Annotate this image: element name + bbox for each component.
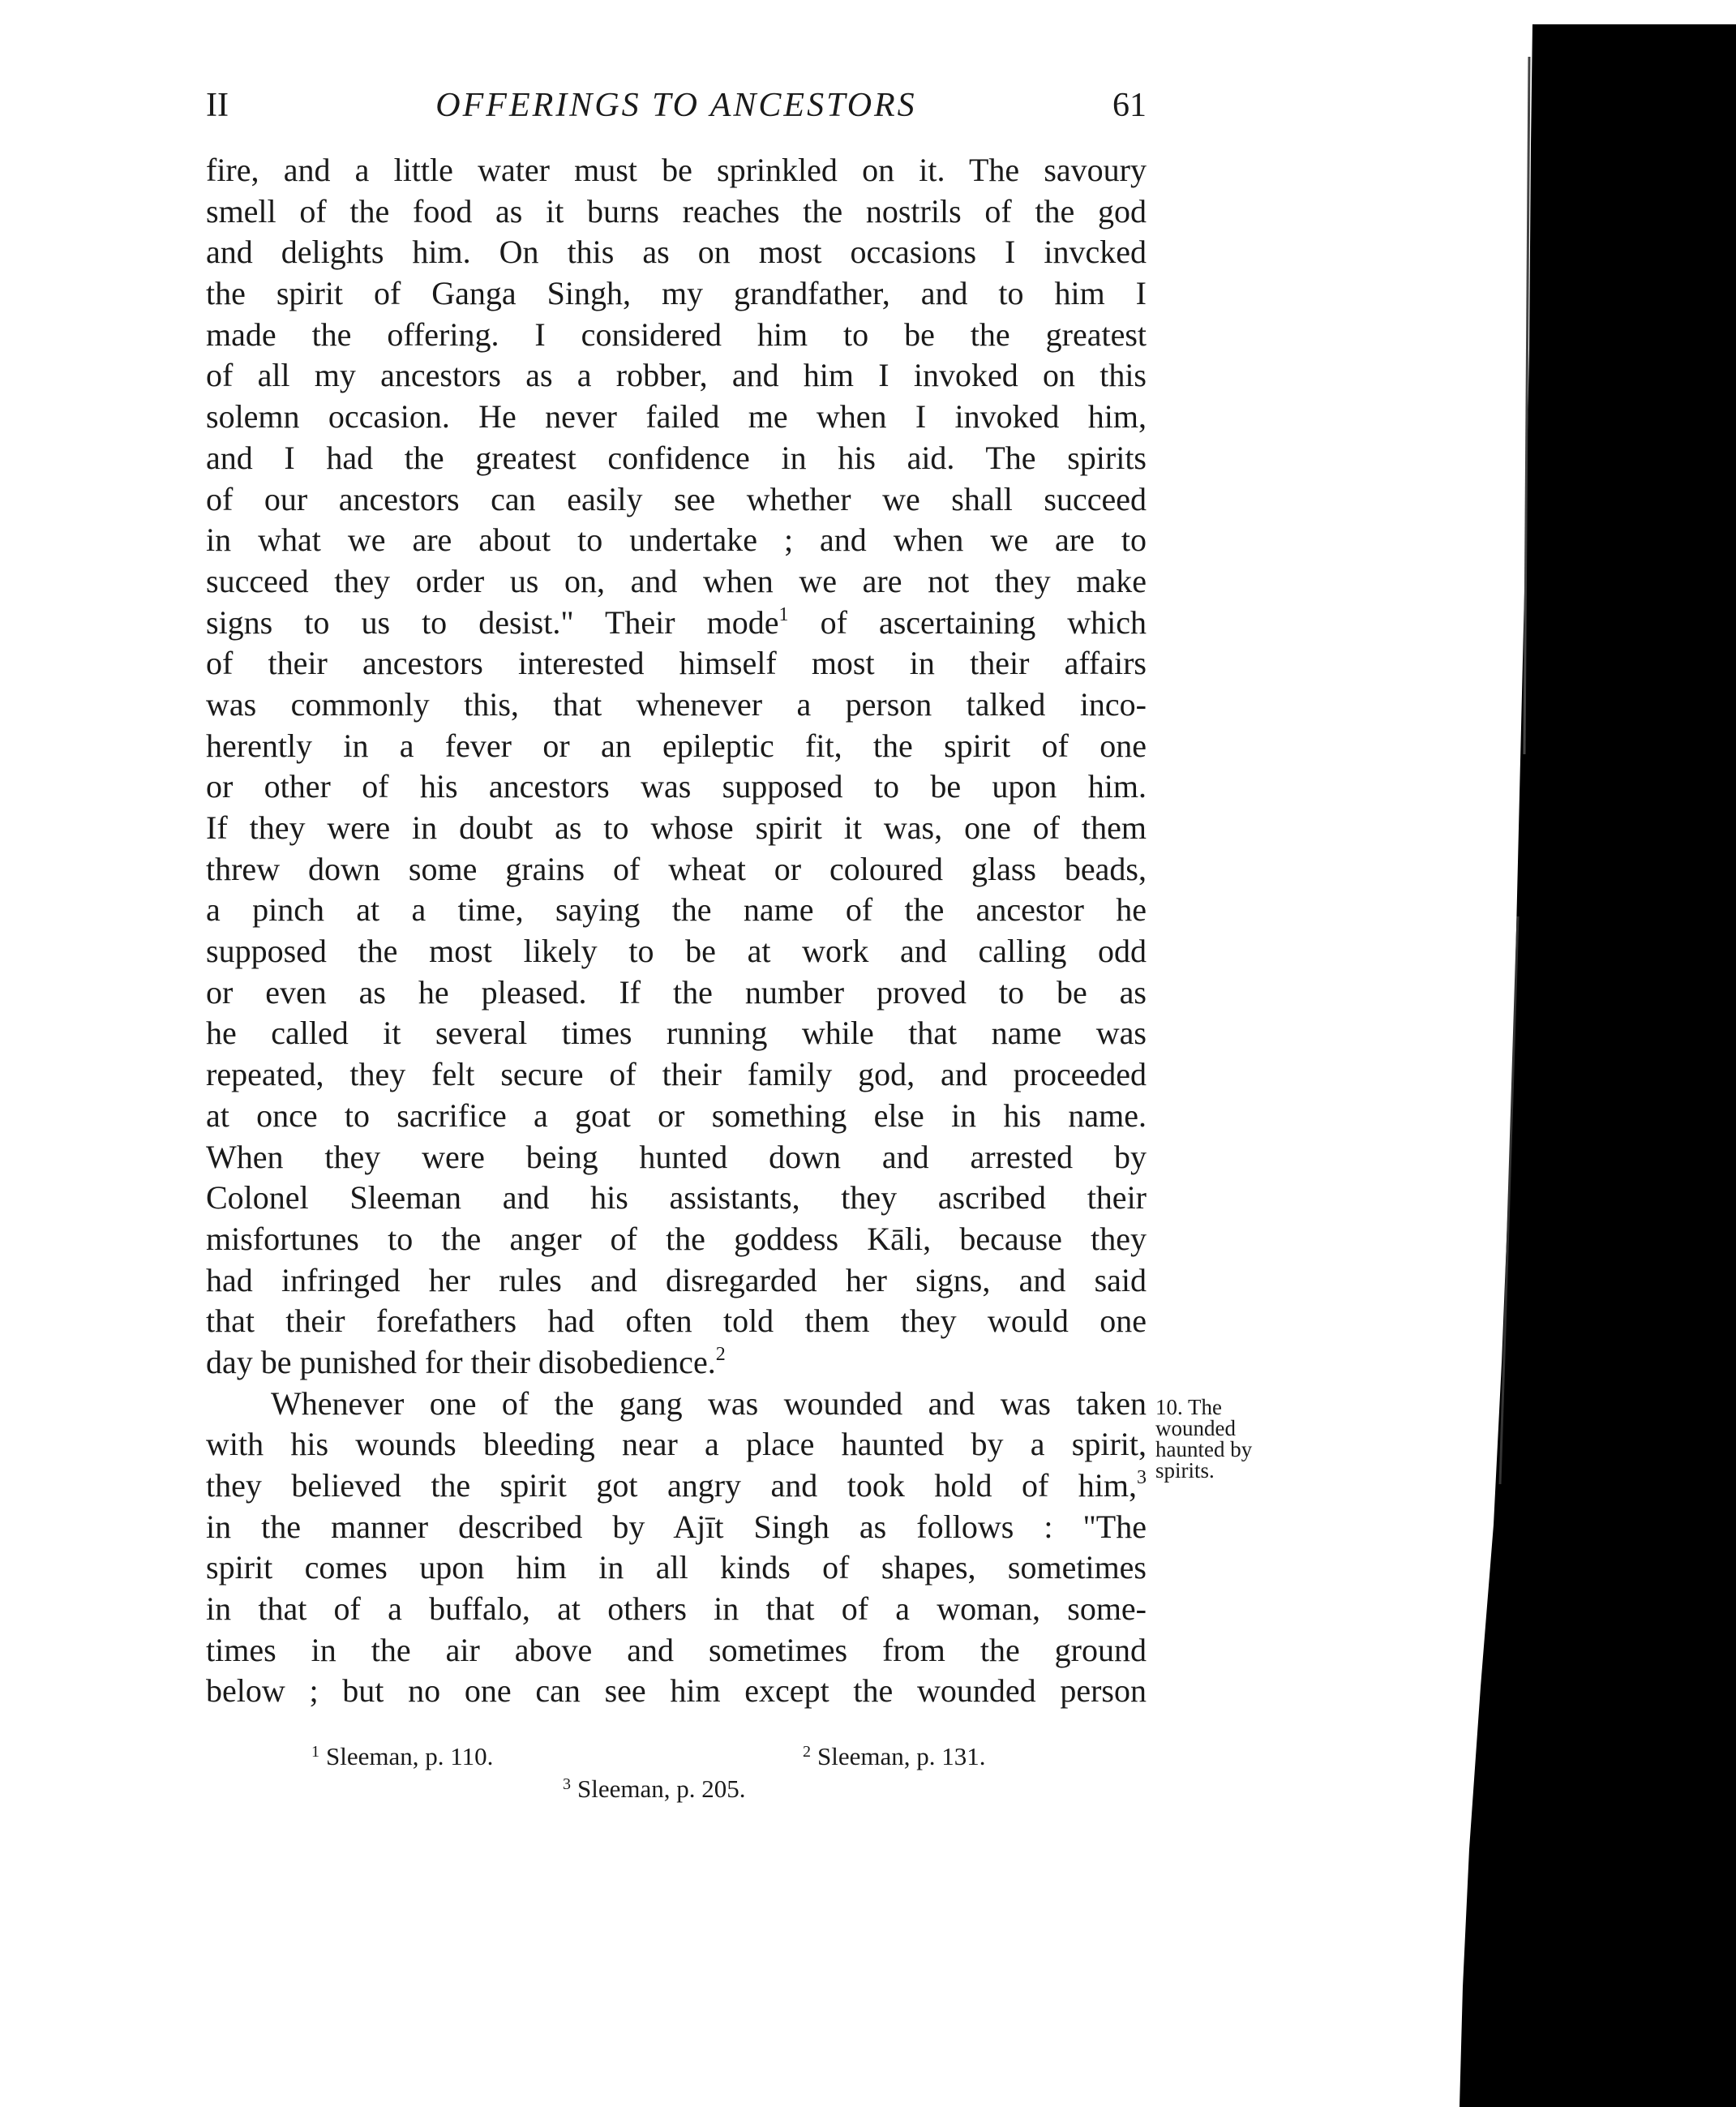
text-line: below ; but no one can see him except the wounded person — [206, 1672, 1147, 1710]
text-line: herently in a fever or an epileptic fit, the spirit of one — [206, 727, 1147, 764]
footnote-mark: 2 — [803, 1743, 811, 1761]
text-line: of their ancestors interested himself most in their affairs — [206, 645, 1147, 682]
margin-note-line: spirits. — [1155, 1458, 1215, 1483]
text-line: fire, and a little water must be sprinkled on it. The savoury — [206, 152, 1147, 188]
page-number: 61 — [1112, 87, 1147, 124]
text-line: a pinch at a time, saying the name of the ancestor he — [206, 891, 1147, 929]
text-line: the spirit of Ganga Singh, my grandfather, and to him I — [206, 275, 1147, 312]
text-line: solemn occasion. He never failed me when I invoked him, — [206, 398, 1147, 436]
paragraph-start-line: Whenever one of the gang was wounded and was taken — [271, 1384, 1147, 1422]
line-text: of ascertaining which — [820, 603, 1147, 641]
text-line: in the manner described by Ajīt Singh as follows : "The — [206, 1508, 1147, 1545]
text-line: or even as he pleased. If the number proved to be as — [206, 973, 1147, 1011]
text-line: spirit comes upon him in all kinds of shapes, sometimes — [206, 1549, 1147, 1586]
footnote-1 — [311, 1742, 493, 1771]
chapter-number: II — [206, 87, 229, 124]
text-line: of all my ancestors as a robber, and him I invoked on this — [206, 357, 1147, 394]
text-line: in that of a buffalo, at others in that of a woman, some- — [206, 1590, 1147, 1628]
text-line: When they were being hunted down and arrested by — [206, 1138, 1147, 1175]
text-line: If they were in doubt as to whose spirit it was, one of them — [206, 809, 1147, 846]
footnote-mark: 3 — [563, 1775, 571, 1793]
footnote-ref-2: 2 — [715, 1343, 726, 1365]
margin-note-line: haunted by — [1155, 1437, 1253, 1461]
margin-note-line: 10. The — [1155, 1395, 1222, 1419]
text-line: he called it several times running while that name was — [206, 1015, 1147, 1052]
text-line: made the offering. I considered him to be the greatest — [206, 315, 1147, 353]
text-line: at once to sacrifice a goat or something else in his name. — [206, 1096, 1147, 1134]
text-line: was commonly this, that whenever a person talked inco- — [206, 685, 1147, 723]
text-line: smell of the food as it burns reaches the nostrils of the god — [206, 192, 1147, 230]
margin-note-line: wounded — [1155, 1416, 1236, 1440]
text-line — [206, 1342, 1147, 1384]
text-line: succeed they order us on, and when we are not they make — [206, 562, 1147, 599]
footnote-2 — [803, 1742, 986, 1771]
footnote-mark: 1 — [311, 1743, 319, 1761]
text-line: misfortunes to the anger of the goddess Kāli, because they — [206, 1220, 1147, 1257]
footnote-text: Sleeman, p. 131. — [817, 1742, 986, 1770]
text-line — [206, 603, 1147, 644]
running-title: OFFERINGS TO ANCESTORS — [435, 87, 917, 124]
text-line — [206, 1465, 1147, 1507]
text-line: or other of his ancestors was supposed to be upon him. — [206, 768, 1147, 805]
margin-note — [1155, 1397, 1301, 1481]
footnote-3 — [563, 1774, 746, 1804]
line-text: day be punished for their disobedience. — [206, 1343, 716, 1380]
running-head — [206, 81, 1147, 130]
footnote-text: Sleeman, p. 205. — [577, 1774, 746, 1803]
line-text: signs to us to desist." Their mode — [206, 603, 779, 641]
text-line: had infringed her rules and disregarded her signs, and said — [206, 1261, 1147, 1298]
scan-dark-edge — [1451, 24, 1736, 2107]
text-line: and delights him. On this as on most occasions I invcked — [206, 234, 1147, 271]
footnote-ref-1: 1 — [778, 603, 789, 625]
text-line: repeated, they felt secure of their family god, and proceeded — [206, 1056, 1147, 1093]
footnote-text: Sleeman, p. 110. — [326, 1742, 494, 1770]
text-line: supposed the most likely to be at work and calling odd — [206, 933, 1147, 970]
footnotes — [206, 1742, 1147, 1807]
text-line: Colonel Sleeman and his assistants, they ascribed their — [206, 1179, 1147, 1217]
text-line: that their forefathers had often told them they would one — [206, 1302, 1147, 1340]
footnote-ref-3: 3 — [1137, 1467, 1147, 1488]
text-line: times in the air above and sometimes from the ground — [206, 1631, 1147, 1668]
body-text — [206, 150, 1147, 1712]
line-text: they believed the spirit got angry and took hold of him, — [206, 1467, 1137, 1504]
text-line: threw down some grains of wheat or coloured glass beads, — [206, 850, 1147, 887]
text-line: in what we are about to undertake ; and when we are to — [206, 521, 1147, 559]
text-line: with his wounds bleeding near a place haunted by a spirit, — [206, 1426, 1147, 1463]
text-line: of our ancestors can easily see whether we shall succeed — [206, 480, 1147, 517]
text-line: and I had the greatest confidence in his aid. The spirits — [206, 439, 1147, 476]
